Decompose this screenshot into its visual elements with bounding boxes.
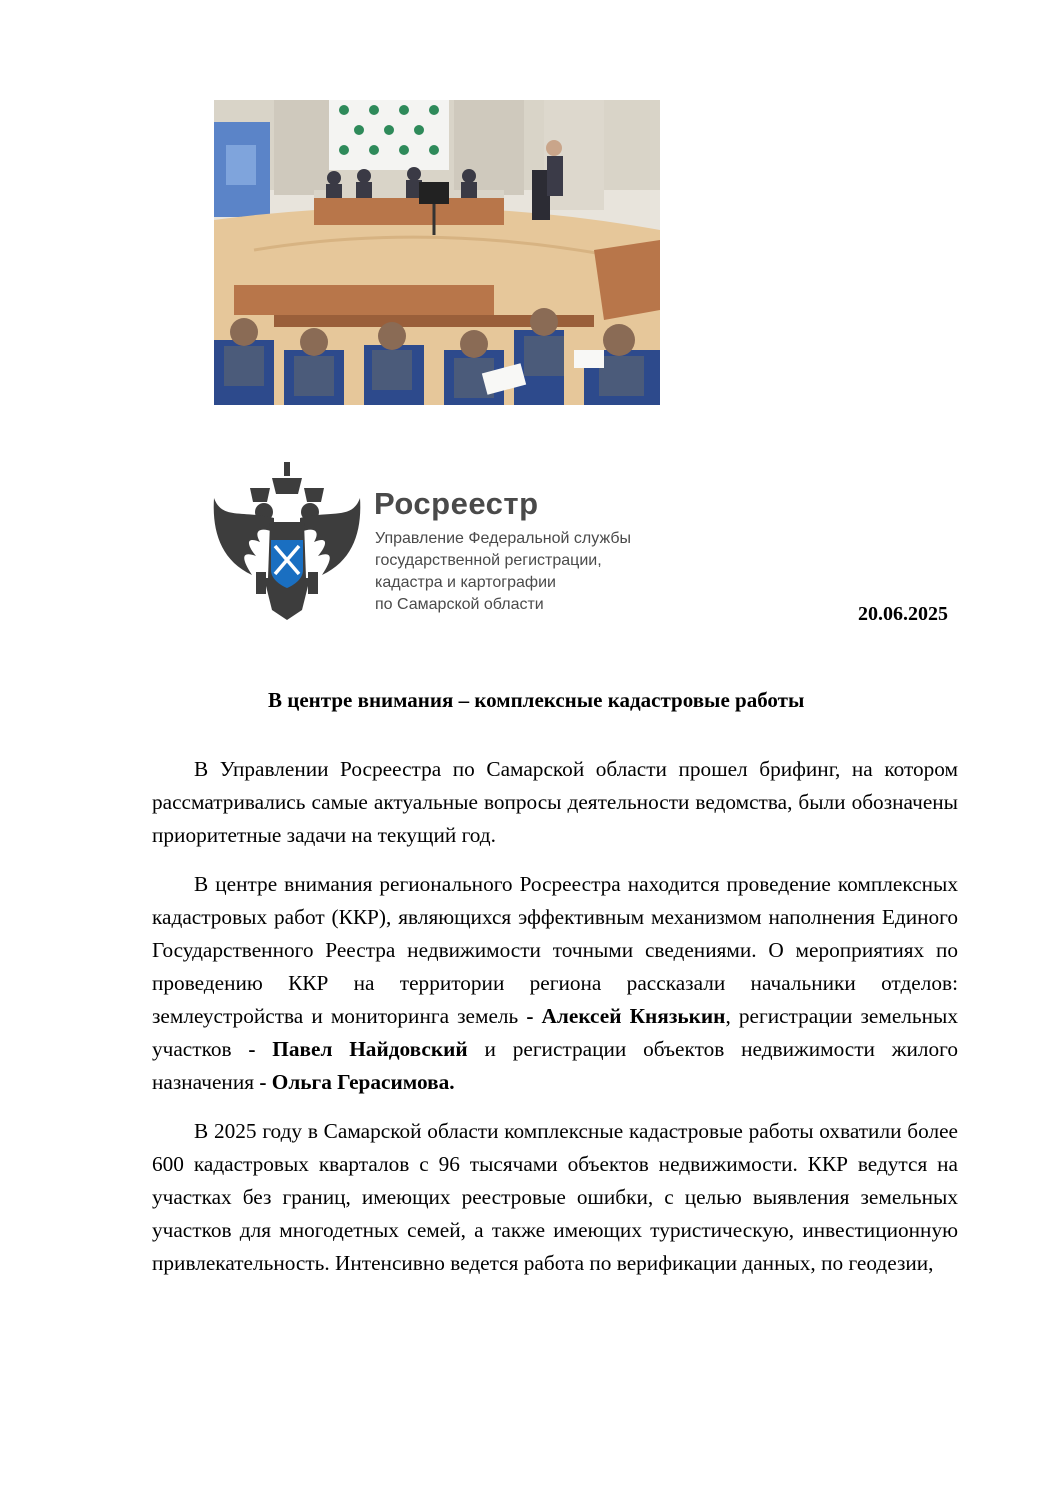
paragraph-2-text-1: В центре внимания регионального Росреестра находится проведение комплексных кадастровых работ (ККР), являющихся эффективным механизмом наполнения Единого Государственного Реестра недвижимости точными сведениями. О мероприятиях по проведению ККР на территории региона рассказали начальники отделов: землеустройства и мониторинга земель: [152, 872, 958, 1028]
article-headline: В центре внимания – комплексные кадастровые работы: [268, 688, 805, 712]
name-gerasimova: - Ольга Герасимова.: [259, 1070, 455, 1094]
paragraph-3: В 2025 году в Самарской области комплексные кадастровые работы охватили более 600 кадастровых кварталов с 96 тысячами объектов недвижимости. ККР ведутся на участках без границ, имеющих реестровые ошибки, с целью выявления земельных участков для многодетных семей, а также имеющих туристическую, инвестиционную привлекательность. Интенсивно ведется работа по верификации данных, по геодезии,: [152, 1119, 958, 1275]
paragraph-2-text-2: , регистрации земельных участков: [152, 1004, 958, 1061]
org-full-name: [375, 528, 631, 616]
publication-date: 20.06.2025: [858, 603, 948, 625]
org-full-line: Управление Федеральной службы: [375, 530, 631, 547]
article-body: [152, 753, 958, 1296]
paragraph-1: В Управлении Росреестра по Самарской области прошел брифинг, на котором рассматривались самые актуальные вопросы деятельности ведомства, были обозначены приоритетные задачи на текущий год.: [152, 757, 958, 847]
name-knyazkin: - Алексей Князькин: [518, 1004, 726, 1028]
org-full-line: по Самарской области: [375, 596, 544, 613]
org-full-line: кадастра и картографии: [375, 574, 556, 591]
paragraph-2-text-3: и регистрации объектов недвижимости жилого назначения: [152, 1037, 958, 1094]
paragraph-2: [152, 868, 958, 1099]
org-full-line: государственной регистрации,: [375, 552, 602, 569]
briefing-photo-illustration: [214, 100, 660, 405]
org-name: Росреестр: [374, 486, 539, 521]
briefing-photo: [214, 100, 660, 405]
name-naidovsky: - Павел Найдовский: [231, 1037, 468, 1061]
double-headed-eagle-emblem-icon: [212, 460, 362, 622]
